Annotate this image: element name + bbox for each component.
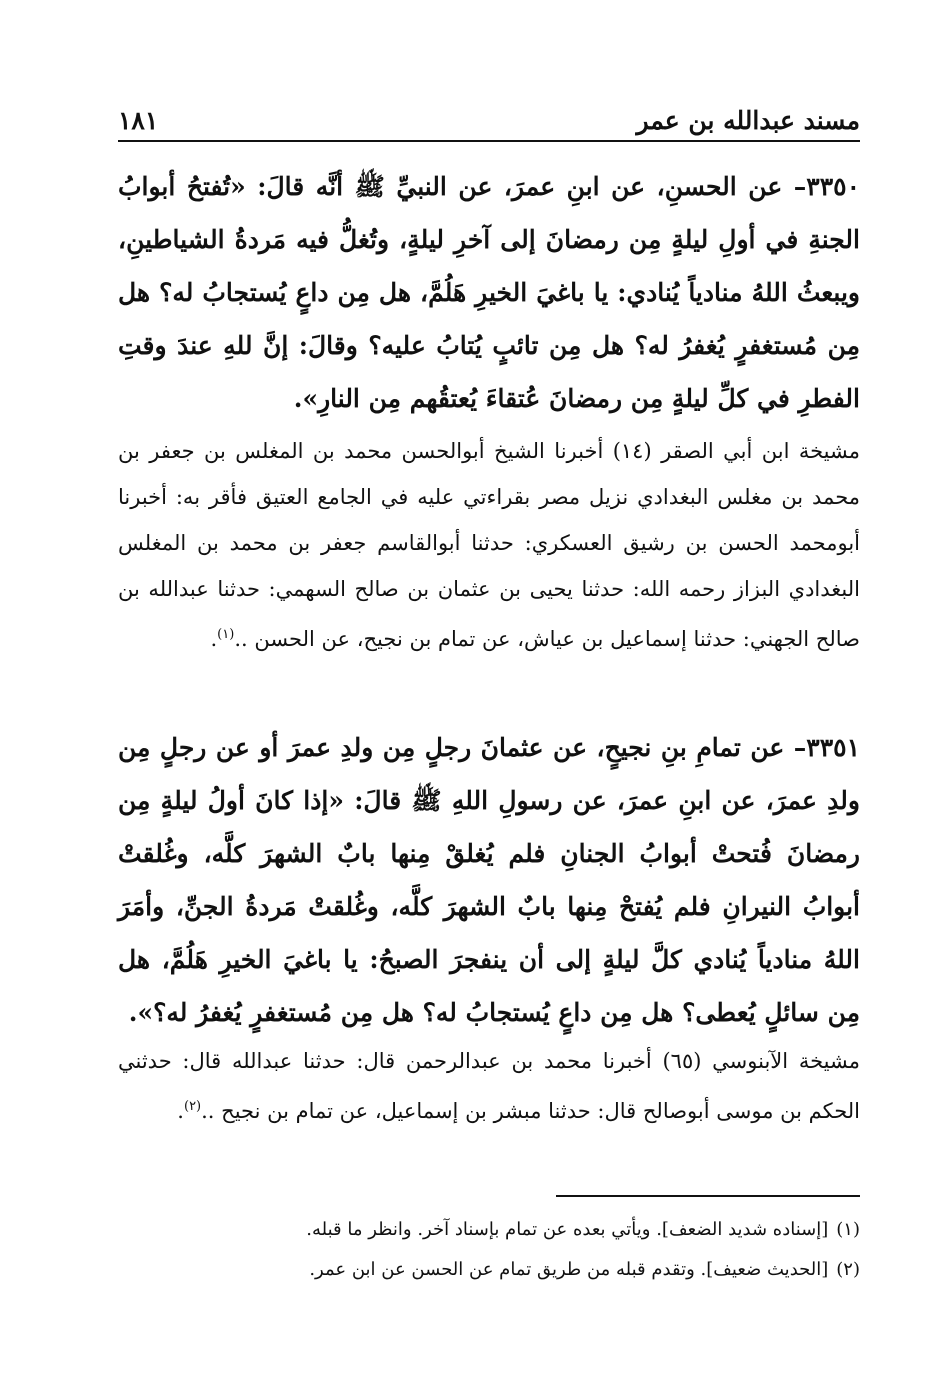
hadith-number: ٣٣٥٠ [806, 172, 860, 201]
footnotes [118, 1210, 860, 1290]
footnote-reference-2[interactable]: (٢) [183, 1099, 202, 1114]
hadith-3350 [118, 160, 860, 425]
footnote-2 [118, 1250, 860, 1290]
isnad-paragraph-2: مشيخة الآبنوسي (٦٥) أخبرنا محمد بن عبدالرحمن قال: حدثنا عبدالله قال: حدثني الحكم بن موسى أبوصالح قال: حدثنا مبشر بن إسماعيل، عن تمام بن نجيح ..$^{(٢)}$. [118, 1049, 860, 1123]
hadith-number: ٣٣٥١ [806, 733, 860, 762]
footnote-1 [118, 1210, 860, 1250]
isnad-paragraph-1: مشيخة ابن أبي الصقر (١٤) أخبرنا الشيخ أبوالحسن محمد بن المغلس بن جعفر بن محمد بن مغلس البغدادي نزيل مصر بقراءتي عليه في الجامع العتيق فأقر به: أخبرنا أبومحمد الحسن بن رشيق العسكري: حدثنا أبوالقاسم جعفر بن محمد بن المغلس البغدادي البزاز رحمه الله: حدثنا يحيى بن عثمان بن صالح السهمي: حدثنا عبدالله بن صالح الجهني: حدثنا إسماعيل بن عياش، عن تمام بن نجيح، عن الحسن ..$^{(١)}$. [118, 439, 860, 651]
hadith-3351 [118, 721, 860, 1039]
footnote-divider [556, 1195, 860, 1197]
running-header [118, 100, 860, 142]
footnote-text: [إسناده شديد الضعف]. ويأتي بعده عن تمام بإسناد آخر. وانظر ما قبله. [306, 1219, 829, 1240]
footnote-number: (١) [836, 1219, 860, 1240]
isnad-text: مشيخة ابن أبي الصقر (١٤) أخبرنا الشيخ أبوالحسن محمد بن المغلس بن جعفر بن محمد بن مغلس البغدادي نزيل مصر بقراءتي عليه في الجامع العتيق فأقر به: أخبرنا أبومحمد الحسن بن رشيق العسكري: حدثنا أبوالقاسم جعفر بن محمد بن المغلس البغدادي البزاز رحمه الله: حدثنا يحيى بن عثمان بن صالح السهمي: حدثنا عبدالله بن صالح الجهني: حدثنا إسماعيل بن عياش، عن تمام بن نجيح، عن الحسن .. [118, 439, 860, 651]
footnote-reference-1[interactable]: (١) [217, 627, 235, 642]
footnote-number: (٢) [836, 1259, 860, 1280]
book-title: مسند عبدالله بن عمر [636, 106, 860, 135]
hadith-text: – عن تمامِ بنِ نجيحٍ، عن عثمانَ رجلٍ مِن ولدِ عمرَ أو عن رجلٍ مِن ولدِ عمرَ، عن ابنِ عمرَ، عن رسولِ اللهِ ﷺ قالَ: «إذا كانَ أولُ ليلةٍ مِن رمضانَ فُتحتْ أبوابُ الجنانِ فلم يُغلقْ مِنها بابٌ الشهرَ كلَّه، وغُلقتْ أبوابُ النيرانِ فلم يُفتحْ مِنها بابٌ الشهرَ كلَّه، وغُلقتْ مَردةُ الجنِّ، وأمَرَ اللهُ منادياً يُنادي كلَّ ليلةٍ إلى أن ينفجرَ الصبحُ: يا باغيَ الخيرِ هَلُمَّ، هل مِن سائلٍ يُعطى؟ هل مِن داعٍ يُستجابُ له؟ هل مِن مُستغفرٍ يُغفرُ له؟». [118, 733, 860, 1027]
page-number: ١٨١ [118, 106, 159, 135]
hadith-text: – عن الحسنِ، عن ابنِ عمرَ، عن النبيِّ ﷺ أنَّه قالَ: «تُفتحُ أبوابُ الجنةِ في أولِ ليلةٍ مِن رمضانَ إلى آخرِ ليلةٍ، وتُغلُّ فيه مَردةُ الشياطينِ، ويبعثُ اللهُ منادياً يُنادي: يا باغيَ الخيرِ هَلُمَّ، هل مِن داعٍ يُستجابُ له؟ هل مِن مُستغفرٍ يُغفرُ له؟ هل مِن تائبٍ يُتابُ عليه؟ وقالَ: إنَّ للهِ عندَ وقتِ الفطرِ في كلِّ ليلةٍ مِن رمضانَ عُتقاءَ يُعتقُهم مِن النارِ». [118, 172, 860, 413]
footnote-text: [الحديث ضعيف]. وتقدم قبله من طريق تمام عن الحسن عن ابن عمر. [309, 1259, 829, 1280]
isnad-text: مشيخة الآبنوسي (٦٥) أخبرنا محمد بن عبدالرحمن قال: حدثنا عبدالله قال: حدثني الحكم بن موسى أبوصالح قال: حدثنا مبشر بن إسماعيل، عن تمام بن نجيح .. [118, 1049, 860, 1123]
